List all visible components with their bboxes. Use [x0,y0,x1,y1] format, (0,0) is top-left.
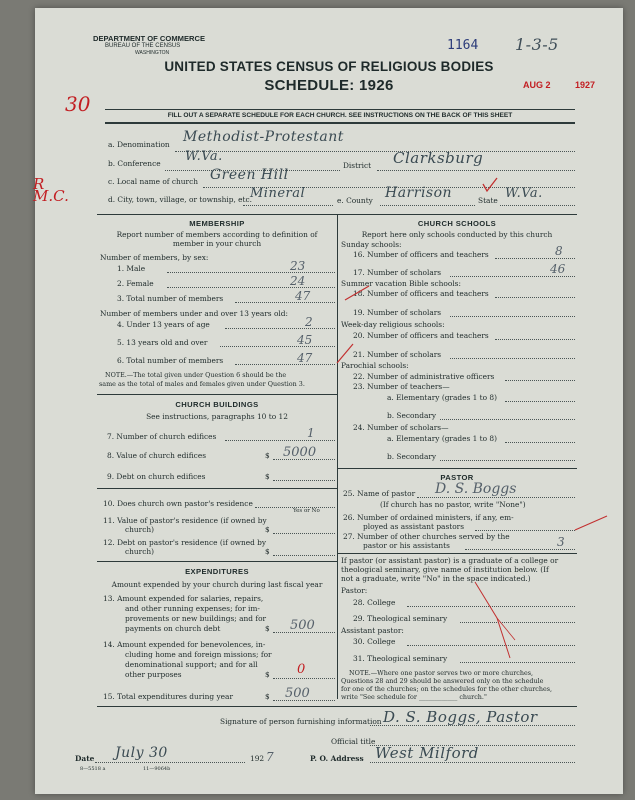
q14-line-3: denominational support; and for all [125,660,258,669]
received-stamp-year: 1927 [575,80,596,90]
q14-line-1: 14. Amount expended for benevolences, in- [103,640,266,649]
buildings-heading: CHURCH BUILDINGS [175,400,259,409]
county-label: e. County [337,196,373,205]
q7-label: 7. Number of church edifices [107,432,217,441]
expenditures-intro: Amount expended by your church during last fiscal year [111,580,323,589]
membership-heading: MEMBERSHIP [189,219,245,228]
membership-intro-2: member in your church [172,239,262,248]
q26-line-1: 26. Number of ordained ministers, if any, em- [343,513,514,522]
form-title: UNITED STATES CENSUS OF RELIGIOUS BODIES [164,59,494,74]
q24b-label: b. Secondary [387,452,437,461]
q2-value: 24 [290,274,306,288]
q24-label: 24. Number of scholars— [353,423,449,432]
q13-line-3: provements or new buildings; and for [125,614,267,623]
q1-label: 1. Male [117,264,146,273]
q15-dollar: $ [265,692,270,701]
signature-label: Signature of person furnishing information [220,717,382,726]
q6-value: 47 [297,351,313,365]
expenditures-heading: EXPENDITURES [185,567,249,576]
q5-value: 45 [297,333,313,347]
denomination-value: Methodist-Protestant [183,129,344,145]
q14-line-4: other purposes [125,670,182,679]
instructions-line: FILL OUT A SEPARATE SCHEDULE FOR EACH CHURCH. SEE INSTRUCTIONS ON THE BACK OF THIS SHEET [167,112,513,119]
q11-dollar: $ [265,525,270,534]
state-label: State [478,196,498,205]
q25-label: 25. Name of pastor [343,489,416,498]
red-pen-marks [35,8,623,794]
q9-dollar: $ [265,472,270,481]
local-name-label: c. Local name of church [108,177,198,186]
q14-dollar: $ [265,670,270,679]
q13-line-2: and other running expenses; for im- [125,604,260,613]
q14-line-2: cluding home and foreign missions; for [125,650,272,659]
q4-value: 2 [305,315,313,329]
q8-label: 8. Value of church edifices [107,451,206,460]
q21-label: 21. Number of scholars [353,350,442,359]
q19-label: 19. Number of scholars [353,308,442,317]
q27-line-1: 27. Number of other churches served by the [343,532,510,541]
conference-value: W.Va. [185,149,223,164]
local-name-value: Green Hill [210,167,289,183]
q17-value: 46 [550,262,566,276]
q14-value: 0 [297,662,306,677]
bureau-name: BUREAU OF THE CENSUS [105,43,181,49]
q11-label-1: 11. Value of pastor's residence (if owned by [103,516,267,525]
q23-label: 23. Number of teachers— [353,382,450,391]
q23b-label: b. Secondary [387,411,437,420]
yes-no-hint: Yes or No [293,508,320,514]
schedule-title: SCHEDULE: 1926 [264,77,394,94]
by-sex-label: Number of members, by sex: [100,253,209,262]
received-stamp-date: AUG 2 [523,80,551,90]
year-value: 7 [266,750,274,764]
schools-heading: CHURCH SCHOOLS [417,219,497,228]
weekday-label: Week-day religious schools: [341,320,445,329]
q30-label: 30. College [353,637,396,646]
form-number: 8—5518 a [80,766,106,772]
schools-intro: Report here only schools conducted by this church [361,230,553,239]
date-label: Date [75,754,95,763]
official-title-label: Official title [331,737,376,746]
q24a-label: a. Elementary (grades 1 to 8) [387,434,498,443]
pastor-heading: PASTOR [440,473,474,482]
q8-value: 5000 [283,445,317,460]
grad-line-1: If pastor (or assistant pastor) is a graduate of a college or [341,556,559,565]
q16-value: 8 [555,244,563,258]
q18-label: 18. Number of officers and teachers [353,289,489,298]
pastor-note-1: NOTE.—Where one pastor serves two or more churches, [349,669,534,677]
membership-note-1: NOTE.—The total given under Question 6 should be the [105,371,287,379]
district-value: Clarksburg [393,149,484,167]
grad-line-3: not a graduate, write "No" in the space indicated.) [341,574,531,583]
red-tally-number: 30 [65,92,91,116]
pastor-note-3: for one of the churches; on the schedules for the other churches, [341,685,553,693]
q12-label-1: 12. Debt on pastor's residence (if owned by [103,538,267,547]
q4-label: 4. Under 13 years of age [117,320,210,329]
q6-label: 6. Total number of members [117,356,224,365]
grad-line-2: theological seminary, give name of institution below. (If [341,565,549,574]
q28-label: 28. College [353,598,396,607]
q23a-label: a. Elementary (grades 1 to 8) [387,393,498,402]
q12-dollar: $ [265,547,270,556]
buildings-intro: See instructions, paragraphs 10 to 12 [146,412,288,421]
by-age-label: Number of members under and over 13 years old: [100,309,288,318]
q13-line-1: 13. Amount expended for salaries, repairs, [103,594,264,603]
q31-label: 31. Theological seminary [353,654,448,663]
bureau-city: WASHINGTON [135,50,170,56]
city-label: d. City, town, village, or township, etc. [108,195,253,204]
q25-value: D. S. Boggs [435,481,517,497]
q20-label: 20. Number of officers and teachers [353,331,489,340]
membership-intro-1: Report number of members according to definition of [116,230,318,239]
q2-label: 2. Female [117,279,154,288]
q27-line-2: pastor or his assistants [363,541,450,550]
margin-mark: R M.C. [33,175,69,205]
q11-label-2: church) [125,525,154,534]
q13-dollar: $ [265,624,270,633]
q9-label: 9. Debt on church edifices [107,472,206,481]
q17-label: 17. Number of scholars [353,268,442,277]
date-value: July 30 [115,745,168,761]
q12-label-2: church) [125,547,154,556]
po-address-label: P. O. Address [310,754,364,763]
conference-label: b. Conference [108,159,161,168]
po-address-value: West Milford [375,744,479,762]
signature-value: D. S. Boggs, Pastor [383,708,538,726]
year-label: 192 [250,754,265,763]
dept-name: DEPARTMENT OF COMMERCE [93,34,206,43]
q15-label: 15. Total expenditures during year [103,692,233,701]
q5-label: 5. 13 years old and over [117,338,208,347]
pastor-note-4: write "See schedule for ____________ church." [341,693,487,701]
q7-value: 1 [307,426,315,440]
q13-value: 500 [290,618,315,633]
county-value: Harrison [385,185,453,201]
q15-value: 500 [285,686,310,701]
membership-note-2: same as the total of males and females given under Question 3. [99,380,305,388]
pastor-sublabel: Pastor: [341,586,368,595]
census-schedule-sheet [35,8,623,794]
denomination-label: a. Denomination [108,140,170,149]
q13-line-4: payments on church debt [125,624,221,633]
parochial-label: Parochial schools: [341,361,409,370]
serial-number: 1164 [447,38,479,53]
hand-code: 1-3-5 [515,35,559,54]
q3-label: 3. Total number of members [117,294,224,303]
q29-label: 29. Theological seminary [353,614,448,623]
q3-value: 47 [295,289,311,303]
city-value: Mineral [250,186,306,201]
form-number-2: 11—9064b [143,766,171,772]
q1-value: 23 [290,259,306,273]
sunday-label: Sunday schools: [341,240,402,249]
q26-line-2: ployed as assistant pastors [363,522,465,531]
district-label: District [343,161,372,170]
q25-note: (If church has no pastor, write "None") [380,500,526,509]
q16-label: 16. Number of officers and teachers [353,250,489,259]
q8-dollar: $ [265,451,270,460]
q10-label: 10. Does church own pastor's residence [103,499,253,508]
q27-value: 3 [557,535,565,549]
pastor-note-2: Questions 28 and 29 should be answered only on the schedule [341,677,544,685]
summer-label: Summer vacation Bible schools: [341,279,461,288]
state-value: W.Va. [505,186,543,201]
assistant-sublabel: Assistant pastor: [341,626,404,635]
q22-label: 22. Number of administrative officers [353,372,495,381]
